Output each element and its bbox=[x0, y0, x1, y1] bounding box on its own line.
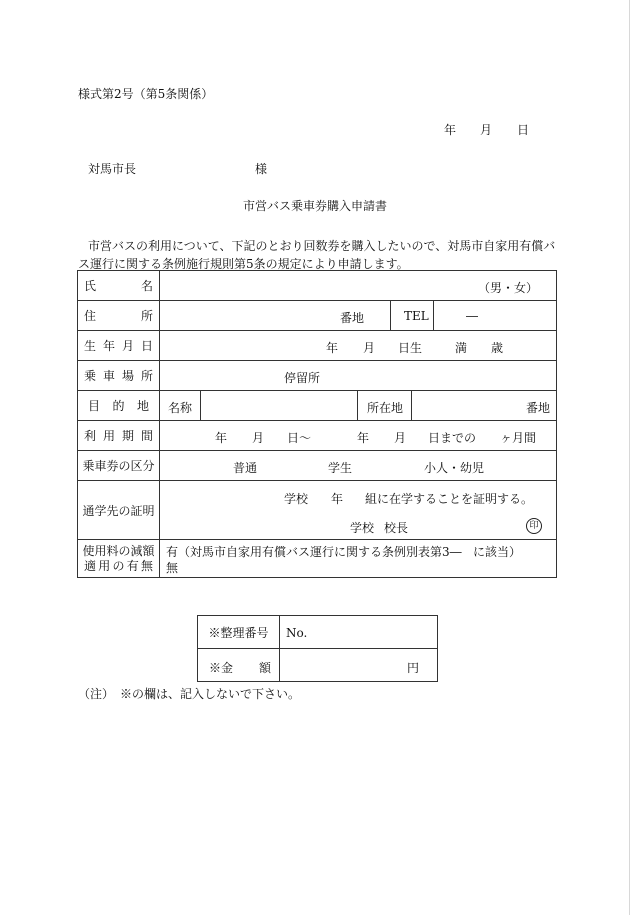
birth-month: 月 bbox=[363, 341, 376, 355]
row-reference-number bbox=[198, 616, 438, 649]
school-cert-text: 組に在学することを証明する。 bbox=[365, 492, 534, 506]
address-banchi: 番地 bbox=[340, 311, 365, 325]
label-period: 利用期間 bbox=[84, 429, 153, 443]
period-months: ヶ月間 bbox=[500, 431, 537, 445]
birth-day: 日生 bbox=[398, 341, 423, 355]
label-address: 住所 bbox=[84, 309, 153, 323]
school-cert-year: 年 bbox=[331, 492, 344, 506]
birth-year: 年 bbox=[326, 341, 339, 355]
row-ticket-type bbox=[78, 451, 557, 481]
label-name: 氏名 bbox=[84, 279, 153, 293]
destination-location-label: 所在地 bbox=[367, 401, 404, 415]
period-month1: 月 bbox=[252, 431, 265, 445]
birth-full: 満 bbox=[455, 341, 468, 355]
period-month2: 月 bbox=[394, 431, 407, 445]
principal-school: 学校 bbox=[350, 521, 375, 535]
row-boarding bbox=[78, 361, 557, 391]
discount-no: 無 bbox=[166, 561, 179, 575]
reference-number-value: No. bbox=[286, 626, 308, 640]
label-birth: 生年月日 bbox=[84, 339, 153, 353]
boarding-stop: 停留所 bbox=[284, 371, 321, 385]
form-number: 様式第2号（第5条関係） bbox=[78, 87, 214, 101]
period-day1: 日～ bbox=[287, 431, 312, 445]
tel-dash: ― bbox=[466, 309, 478, 323]
label-destination: 目的地 bbox=[88, 399, 149, 413]
row-address bbox=[78, 301, 557, 331]
school-cert-school: 学校 bbox=[284, 492, 309, 506]
application-table bbox=[77, 270, 557, 578]
discount-yes-tail: に該当） bbox=[473, 545, 522, 559]
row-birth bbox=[78, 331, 557, 361]
amount-label-b: 額 bbox=[259, 661, 272, 675]
label-discount-2: 適用の有無 bbox=[84, 558, 153, 573]
birth-age: 歳 bbox=[491, 341, 504, 355]
tel-divider bbox=[390, 301, 391, 330]
amount-unit: 円 bbox=[406, 661, 419, 675]
period-year2: 年 bbox=[357, 431, 370, 445]
gender-option: （男・女） bbox=[477, 281, 538, 295]
period-day2: 日までの bbox=[428, 431, 477, 445]
principal-label: 校長 bbox=[384, 521, 409, 535]
ticket-option-student: 学生 bbox=[328, 461, 353, 475]
row-name bbox=[78, 271, 557, 301]
row-amount bbox=[198, 649, 438, 682]
date-year: 年 bbox=[444, 123, 457, 137]
reference-number-label: ※整理番号 bbox=[198, 616, 280, 649]
date-month: 月 bbox=[480, 123, 493, 137]
destination-name-label: 名称 bbox=[168, 401, 193, 415]
ticket-option-child: 小人・幼児 bbox=[424, 461, 485, 475]
date-day: 日 bbox=[517, 123, 530, 137]
document-title: 市営バス乗車券購入申請書 bbox=[242, 199, 387, 213]
label-boarding: 乗車場所 bbox=[84, 369, 153, 383]
discount-yes: 有（対馬市自家用有償バス運行に関する条例別表第3― bbox=[166, 545, 462, 559]
footnote: （注） ※の欄は、記入しないで下さい。 bbox=[78, 687, 301, 701]
row-period bbox=[78, 421, 557, 451]
intro-line-2: ス運行に関する条例施行規則第5条の規定により申請します。 bbox=[78, 257, 409, 271]
label-discount-1: 使用料の減額 bbox=[82, 543, 155, 558]
row-destination bbox=[78, 391, 557, 421]
destination-banchi: 番地 bbox=[525, 401, 550, 415]
seal-mark: 印 bbox=[526, 518, 542, 534]
location-divider-right bbox=[411, 391, 412, 420]
row-discount bbox=[78, 540, 557, 578]
period-year1: 年 bbox=[215, 431, 228, 445]
label-school-cert: 通学先の証明 bbox=[82, 503, 155, 518]
tel-label: TEL bbox=[404, 309, 429, 323]
row-school-cert bbox=[78, 481, 557, 540]
name-divider bbox=[200, 391, 201, 420]
intro-line-1: 市営バスの利用について、下記のとおり回数券を購入したいので、対馬市自家用有償バ bbox=[88, 239, 556, 253]
amount-label-a: ※金 bbox=[209, 661, 234, 675]
office-use-table bbox=[197, 615, 438, 682]
ticket-option-regular: 普通 bbox=[233, 461, 258, 475]
tel-value-divider bbox=[433, 301, 434, 330]
addressee-honorific: 様 bbox=[255, 162, 268, 176]
location-divider-left bbox=[357, 391, 358, 420]
label-ticket-type: 乗車券の区分 bbox=[82, 459, 155, 473]
addressee-name: 対馬市長 bbox=[88, 162, 137, 176]
